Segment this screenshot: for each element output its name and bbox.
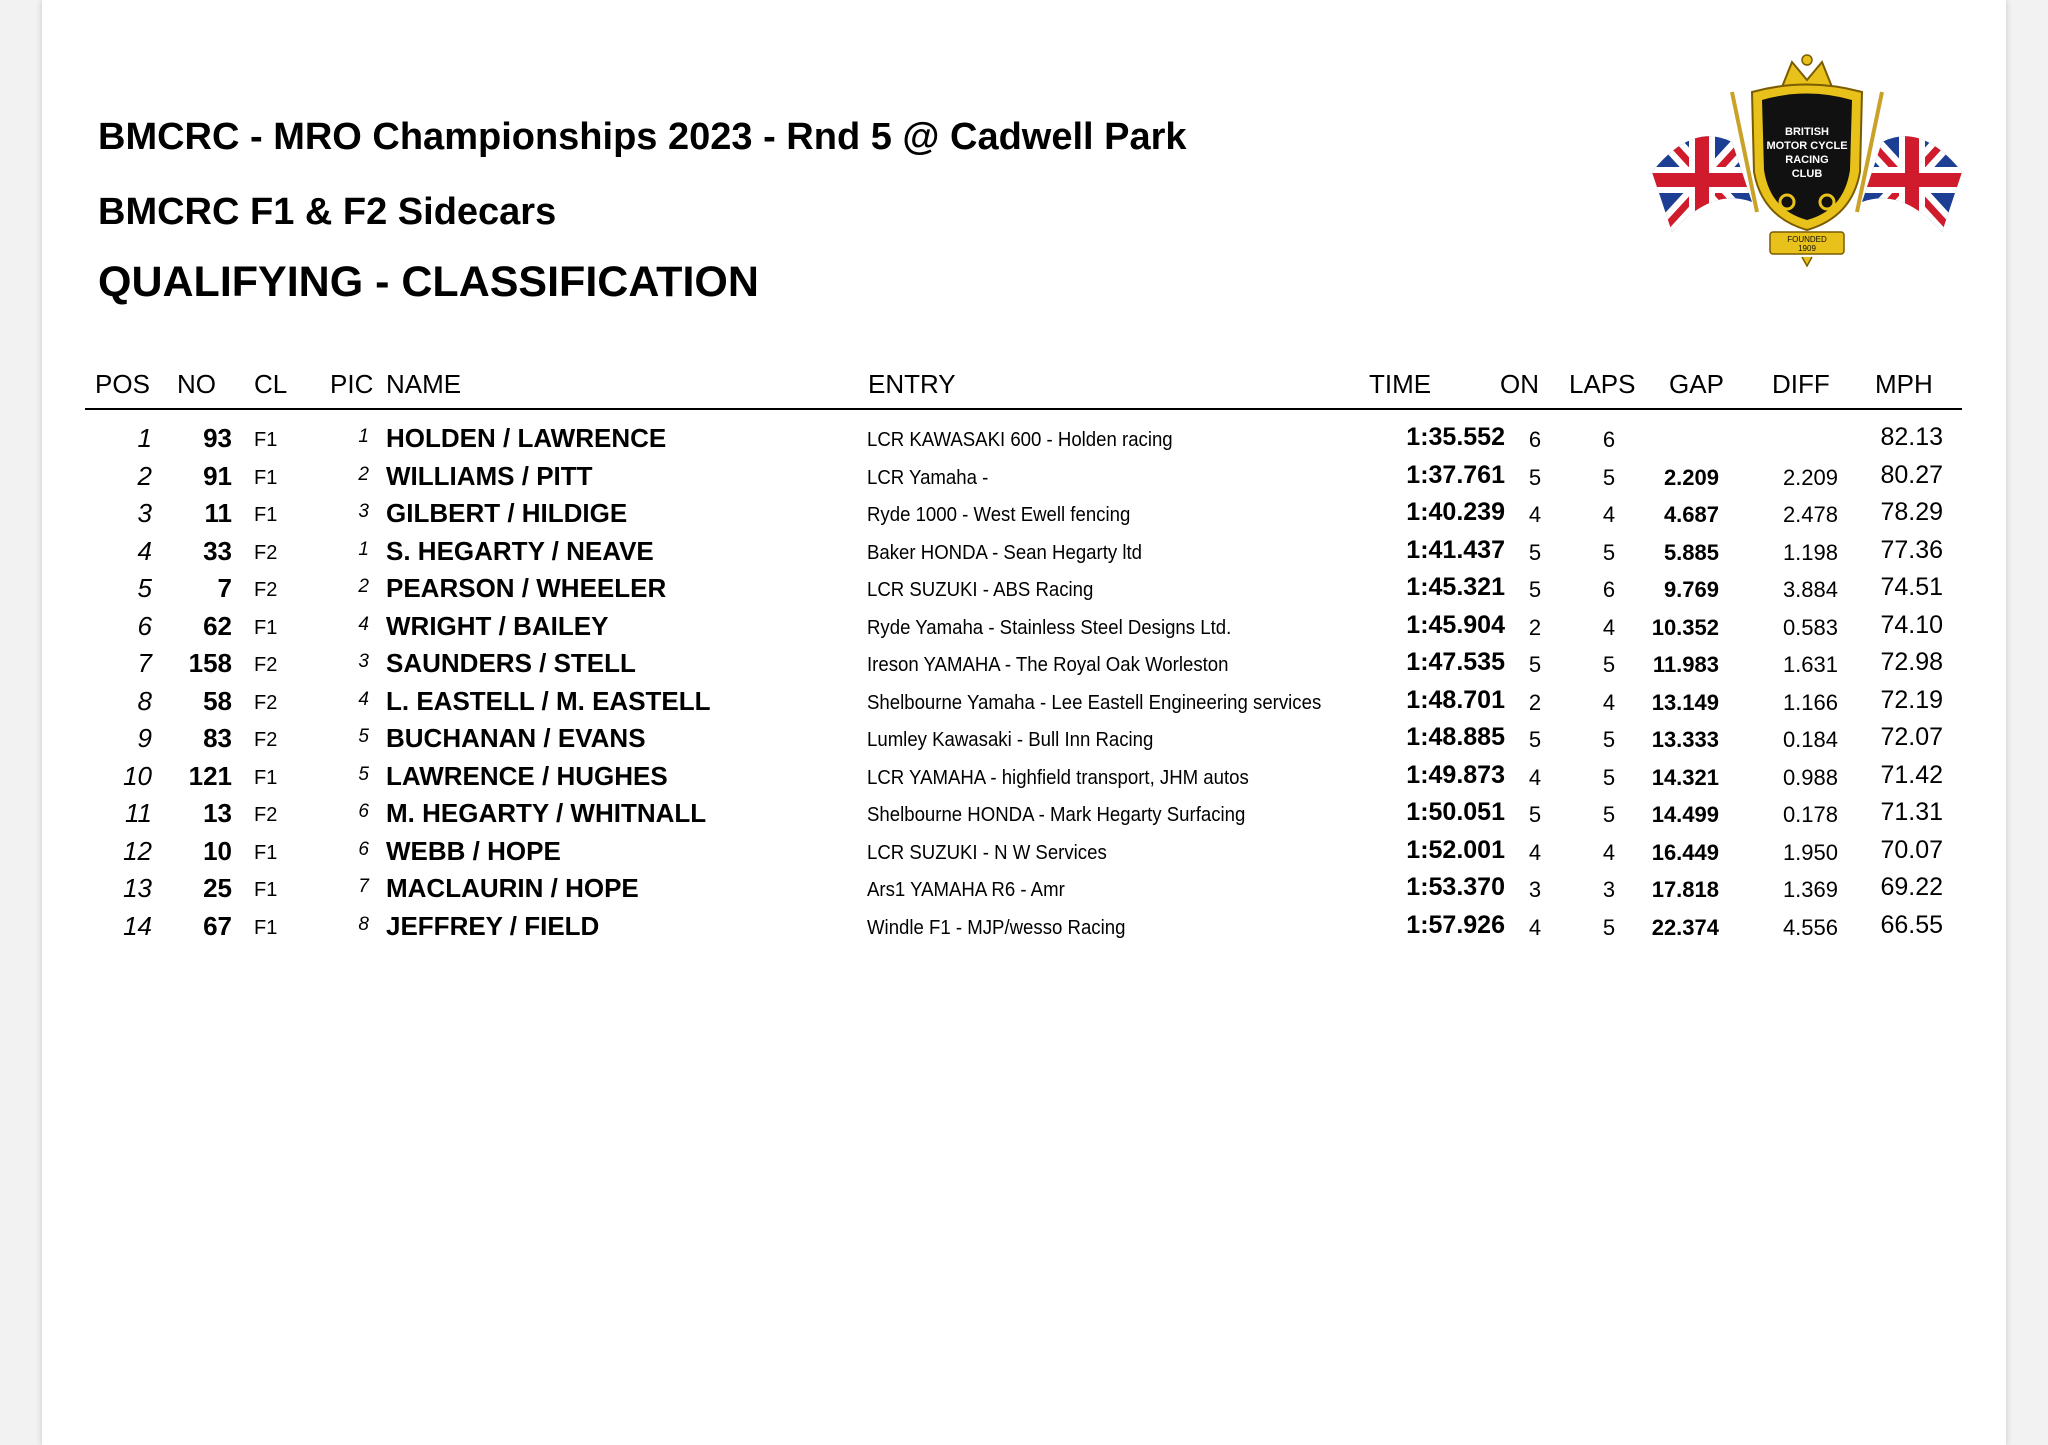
cell-pos: 4	[137, 535, 152, 566]
cell-gap: 14.321	[1651, 764, 1719, 790]
cell-on: 5	[1528, 539, 1542, 565]
cell-diff: 1.166	[1782, 689, 1838, 715]
cell-diff: 0.583	[1782, 614, 1838, 640]
cell-laps: 3	[1602, 877, 1616, 902]
cell-name: WEBB / HOPE	[386, 835, 561, 866]
cell-class: F1	[254, 879, 278, 901]
cell-on: 4	[1528, 502, 1542, 527]
crest-year: 1909	[1798, 244, 1816, 253]
table-row	[42, 648, 2006, 685]
cell-laps: 4	[1602, 689, 1616, 715]
cell-diff: 3.884	[1782, 577, 1838, 602]
cell-pos: 14	[123, 910, 152, 941]
cell-class: F1	[254, 841, 278, 864]
cell-diff: 0.988	[1782, 764, 1838, 790]
cell-mph: 77.36	[1880, 535, 1943, 564]
cell-on: 5	[1528, 464, 1542, 490]
cell-name: PEARSON / WHEELER	[386, 573, 667, 603]
cell-gap: 10.352	[1651, 614, 1719, 640]
table-row	[42, 723, 2006, 760]
cell-mph: 78.29	[1880, 498, 1943, 526]
cell-on: 5	[1528, 652, 1542, 677]
cell-laps: 6	[1602, 427, 1616, 452]
col-pos: POS	[95, 369, 150, 399]
crest-line-1: BRITISH	[1785, 126, 1829, 138]
cell-laps: 5	[1602, 914, 1616, 940]
cell-pic: 2	[358, 576, 369, 597]
cell-entry: LCR YAMAHA - highfield transport, JHM autos	[867, 766, 1249, 789]
cell-name: SAUNDERS / STELL	[386, 648, 636, 678]
cell-laps: 4	[1602, 614, 1616, 640]
cell-no: 158	[188, 648, 232, 678]
col-entry: ENTRY	[868, 369, 956, 399]
cell-on: 5	[1528, 802, 1542, 827]
cell-time: 1:37.761	[1406, 460, 1505, 489]
cell-gap: 11.983	[1652, 652, 1719, 677]
cell-on: 3	[1528, 877, 1542, 902]
cell-name: M. HEGARTY / WHITNALL	[386, 798, 707, 828]
cell-class: F2	[254, 654, 278, 676]
col-no: NO	[177, 369, 216, 399]
cell-diff: 2.209	[1782, 464, 1838, 490]
col-name: NAME	[386, 369, 462, 399]
cell-name: MACLAURIN / HOPE	[386, 873, 639, 903]
cell-no: 7	[217, 573, 232, 603]
cell-pic: 6	[358, 801, 369, 822]
cell-name: GILBERT / HILDIGE	[386, 498, 628, 528]
crest-line-3: RACING	[1785, 154, 1829, 166]
cell-no: 67	[203, 910, 232, 941]
cell-class: F2	[254, 804, 278, 826]
cell-class: F2	[254, 579, 278, 601]
crest-line-4: CLUB	[1791, 168, 1823, 180]
cell-laps: 6	[1602, 577, 1616, 602]
cell-time: 1:35.552	[1406, 423, 1505, 451]
cell-laps: 5	[1602, 727, 1616, 752]
cell-pic: 2	[358, 463, 369, 485]
table-row	[42, 573, 2006, 610]
cell-gap: 2.209	[1663, 464, 1719, 490]
cell-on: 5	[1528, 577, 1542, 602]
cell-entry: Ireson YAMAHA - The Royal Oak Worleston	[867, 654, 1229, 676]
table-header	[42, 369, 2006, 405]
cell-gap: 14.499	[1651, 802, 1719, 827]
cell-laps: 4	[1602, 839, 1616, 865]
cell-time: 1:50.051	[1406, 798, 1505, 826]
cell-class: F2	[254, 541, 278, 564]
col-gap: GAP	[1669, 369, 1724, 399]
table-row	[42, 461, 2006, 498]
cell-pic: 5	[358, 763, 369, 785]
table-row	[42, 611, 2006, 648]
col-on: ON	[1500, 369, 1539, 399]
cell-pos: 1	[137, 423, 152, 453]
cell-mph: 70.07	[1880, 835, 1943, 864]
cell-laps: 5	[1602, 539, 1616, 565]
cell-diff: 1.198	[1782, 539, 1838, 565]
table-row	[42, 536, 2006, 573]
cell-class: F1	[254, 616, 278, 639]
cell-entry: Ars1 YAMAHA R6 - Amr	[867, 879, 1065, 901]
cell-mph: 74.10	[1880, 610, 1943, 639]
cell-entry: LCR SUZUKI - N W Services	[867, 841, 1107, 864]
cell-name: L. EASTELL / M. EASTELL	[386, 685, 711, 716]
cell-no: 62	[203, 610, 232, 641]
cell-pos: 12	[123, 835, 152, 866]
cell-no: 83	[203, 723, 232, 753]
cell-mph: 71.42	[1880, 760, 1943, 789]
results-page	[42, 0, 2006, 1445]
cell-time: 1:57.926	[1406, 910, 1505, 939]
table-row	[42, 873, 2006, 910]
cell-gap: 5.885	[1663, 539, 1719, 565]
cell-time: 1:52.001	[1406, 835, 1505, 864]
cell-laps: 5	[1602, 802, 1616, 827]
crest-founded: FOUNDED	[1787, 235, 1827, 244]
cell-time: 1:40.239	[1406, 498, 1505, 526]
cell-mph: 80.27	[1880, 460, 1943, 489]
crest-line-2: MOTOR CYCLE	[1766, 140, 1848, 152]
cell-diff: 1.950	[1782, 839, 1838, 865]
cell-pic: 6	[358, 838, 369, 860]
cell-mph: 71.31	[1880, 798, 1943, 826]
col-laps: LAPS	[1569, 369, 1636, 399]
cell-no: 10	[203, 835, 232, 866]
cell-entry: Ryde 1000 - West Ewell fencing	[867, 504, 1131, 526]
cell-class: F1	[254, 429, 278, 451]
cell-pos: 13	[123, 873, 152, 903]
cell-class: F1	[254, 766, 278, 789]
cell-no: 11	[204, 498, 232, 528]
cell-gap: 13.149	[1651, 689, 1719, 715]
cell-pic: 3	[358, 501, 369, 522]
cell-mph: 72.07	[1880, 723, 1943, 751]
cell-on: 2	[1528, 614, 1542, 640]
cell-gap: 13.333	[1651, 727, 1719, 752]
cell-time: 1:53.370	[1406, 873, 1505, 901]
cell-mph: 72.98	[1880, 648, 1943, 676]
event-title: BMCRC - MRO Championships 2023 - Rnd 5 @ Cadwell Park	[98, 116, 1187, 158]
cell-on: 6	[1528, 427, 1542, 452]
cell-no: 25	[203, 873, 232, 903]
cell-class: F2	[254, 691, 278, 714]
cell-laps: 5	[1602, 764, 1616, 790]
bmcrc-club-crest-logo	[1652, 52, 1962, 282]
cell-gap: 16.449	[1651, 839, 1719, 865]
cell-name: BUCHANAN / EVANS	[386, 723, 646, 753]
cell-entry: Shelbourne HONDA - Mark Hegarty Surfacing	[867, 804, 1246, 826]
cell-pic: 5	[358, 726, 369, 747]
cell-laps: 5	[1602, 464, 1616, 490]
cell-diff: 2.478	[1782, 502, 1838, 527]
cell-gap: 17.818	[1651, 877, 1719, 902]
cell-name: S. HEGARTY / NEAVE	[386, 535, 654, 566]
cell-mph: 66.55	[1880, 910, 1943, 939]
cell-diff: 0.178	[1782, 802, 1838, 827]
cell-entry: Shelbourne Yamaha - Lee Eastell Engineering services	[867, 691, 1322, 714]
cell-time: 1:45.321	[1406, 573, 1505, 601]
cell-name: HOLDEN / LAWRENCE	[386, 423, 667, 453]
cell-diff: 1.369	[1782, 877, 1838, 902]
cell-name: JEFFREY / FIELD	[386, 910, 600, 941]
cell-pic: 7	[358, 876, 369, 897]
cell-class: F1	[254, 504, 278, 526]
cell-diff: 4.556	[1782, 914, 1838, 940]
cell-gap: 4.687	[1663, 502, 1719, 527]
cell-pic: 4	[358, 688, 369, 710]
class-title: BMCRC F1 & F2 Sidecars	[98, 191, 557, 233]
cell-gap: 22.374	[1651, 914, 1719, 940]
cell-pos: 11	[125, 798, 152, 828]
cell-mph: 74.51	[1880, 573, 1943, 601]
cell-on: 5	[1528, 727, 1542, 752]
col-pic: PIC	[330, 369, 374, 399]
cell-no: 93	[203, 423, 232, 453]
cell-time: 1:48.701	[1406, 685, 1505, 714]
table-row	[42, 836, 2006, 873]
cell-time: 1:45.904	[1406, 610, 1505, 639]
cell-pos: 8	[137, 685, 152, 716]
cell-on: 4	[1528, 914, 1542, 940]
col-diff: DIFF	[1772, 369, 1830, 399]
cell-pic: 1	[358, 426, 369, 447]
cell-time: 1:41.437	[1406, 535, 1505, 564]
col-cl: CL	[254, 369, 288, 399]
cell-pos: 10	[123, 760, 152, 791]
cell-pos: 7	[137, 648, 152, 678]
cell-no: 58	[203, 685, 232, 716]
cell-no: 121	[188, 760, 232, 791]
cell-class: F1	[254, 916, 278, 939]
col-time: TIME	[1369, 369, 1432, 399]
session-title: QUALIFYING - CLASSIFICATION	[98, 258, 759, 306]
table-row	[42, 911, 2006, 948]
cell-mph: 72.19	[1880, 685, 1943, 714]
cell-gap: 9.769	[1663, 577, 1719, 602]
cell-pic: 1	[358, 538, 369, 560]
table-row	[42, 798, 2006, 835]
cell-mph: 82.13	[1880, 423, 1943, 451]
cell-entry: Lumley Kawasaki - Bull Inn Racing	[867, 729, 1154, 751]
cell-on: 4	[1528, 764, 1542, 790]
cell-entry: LCR Yamaha -	[867, 466, 989, 489]
cell-on: 2	[1528, 689, 1542, 715]
cell-entry: LCR KAWASAKI 600 - Holden racing	[867, 429, 1173, 451]
cell-no: 91	[203, 460, 232, 491]
cell-entry: Windle F1 - MJP/wesso Racing	[867, 916, 1126, 939]
cell-name: WRIGHT / BAILEY	[386, 610, 609, 641]
cell-pos: 9	[137, 723, 152, 753]
cell-pic: 8	[358, 913, 369, 935]
cell-laps: 5	[1602, 652, 1616, 677]
cell-entry: Baker HONDA - Sean Hegarty ltd	[867, 541, 1142, 564]
cell-diff: 1.631	[1782, 652, 1838, 677]
cell-time: 1:47.535	[1406, 648, 1505, 676]
cell-entry: Ryde Yamaha - Stainless Steel Designs Ltd.	[867, 616, 1232, 639]
cell-class: F2	[254, 729, 278, 751]
header-divider	[85, 408, 1962, 410]
table-row	[42, 761, 2006, 798]
cell-pos: 2	[137, 460, 152, 491]
cell-time: 1:48.885	[1406, 723, 1505, 751]
col-mph: MPH	[1875, 369, 1933, 399]
table-row	[42, 686, 2006, 723]
cell-pos: 5	[137, 573, 152, 603]
cell-no: 13	[203, 798, 232, 828]
cell-no: 33	[203, 535, 232, 566]
cell-pos: 6	[137, 610, 152, 641]
cell-pos: 3	[137, 498, 152, 528]
cell-pic: 3	[358, 651, 369, 672]
cell-class: F1	[254, 466, 278, 489]
cell-time: 1:49.873	[1406, 760, 1505, 789]
table-row	[42, 423, 2006, 460]
cell-name: WILLIAMS / PITT	[386, 460, 593, 491]
cell-on: 4	[1528, 839, 1542, 865]
cell-entry: LCR SUZUKI - ABS Racing	[867, 579, 1094, 601]
cell-diff: 0.184	[1782, 727, 1838, 752]
cell-name: LAWRENCE / HUGHES	[386, 760, 668, 791]
cell-mph: 69.22	[1880, 873, 1943, 901]
cell-pic: 4	[358, 613, 369, 635]
table-row	[42, 498, 2006, 535]
cell-laps: 4	[1602, 502, 1616, 527]
